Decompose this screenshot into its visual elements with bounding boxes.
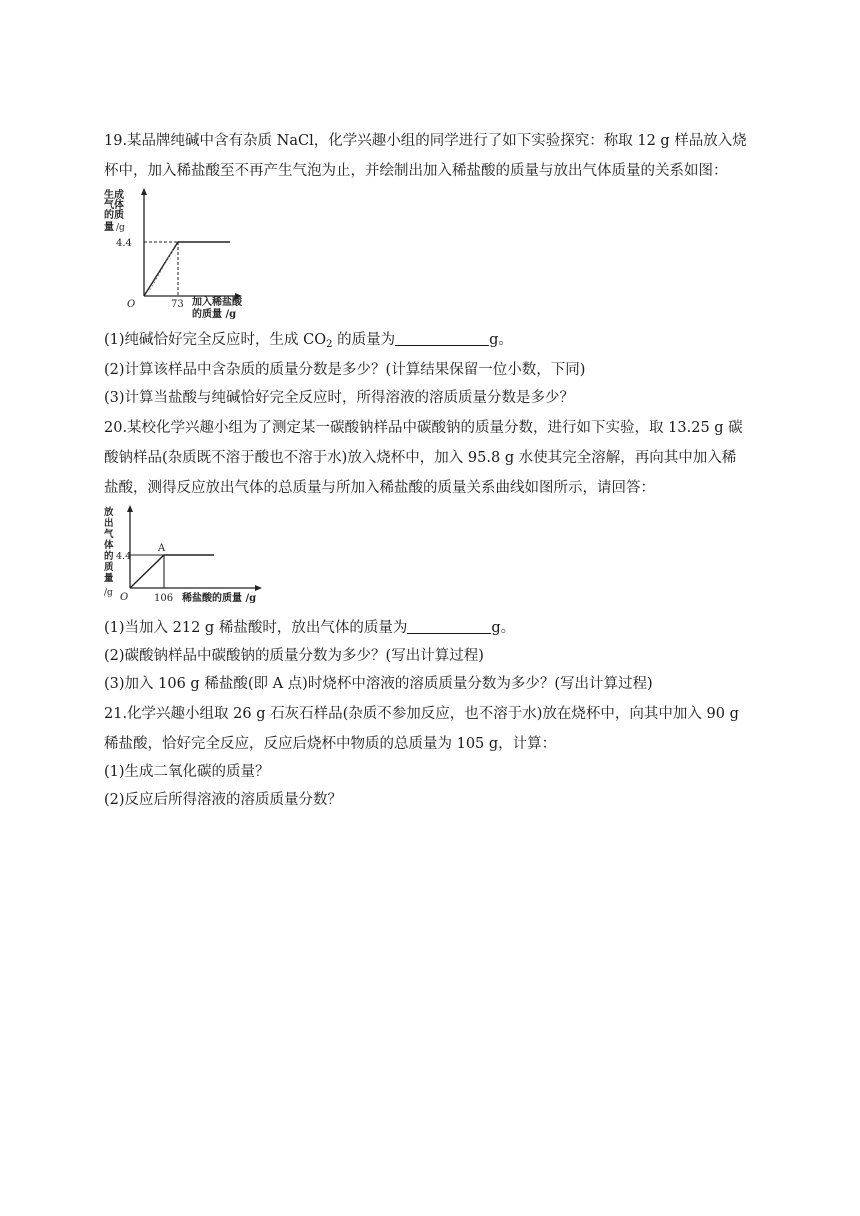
q21-sub-question-2: (2)反应后所得溶液的溶质质量分数？ (104, 792, 343, 808)
q19-sub-question-1 (104, 330, 513, 355)
q20-answer-blank (407, 619, 491, 634)
q21-text-line-1: 21.化学兴趣小组取 26 g 石灰石样品(杂质不参加反应，也不溶于水)放在烧杯中，向其中加入 90 g (104, 706, 739, 722)
q19-origin-label: O (127, 299, 136, 310)
q20-sub-question-3: (3)加入 106 g 稀盐酸(即 A 点)时烧杯中溶液的溶质质量分数为多少？(写出计算过程) (104, 676, 653, 692)
q19-y-axis-arrow (141, 188, 147, 195)
q19-text-line-2: 杯中，加入稀盐酸至不再产生气泡为止，并绘制出加入稀盐酸的质量与放出气体质量的关系如图： (104, 163, 728, 179)
q20-ylabel-char-7: 量 (104, 573, 114, 584)
q20-sub1-prefix: (1)当加入 212 g 稀盐酸时，放出气体的质量为 (104, 620, 408, 636)
q20-sub1-suffix: g。 (491, 620, 516, 636)
q19-ylabel-unit: /g (116, 223, 125, 233)
q19-y-tick: 4.4 (116, 238, 132, 249)
q19-ylabel-line-2: 气体 (104, 200, 124, 211)
q20-curve (130, 555, 214, 588)
q20-ylabel-char-6: 质 (104, 562, 114, 573)
q19-sub1-prefix: (1)纯碱恰好完全反应时，生成 CO (104, 332, 327, 348)
q20-x-tick: 106 (154, 593, 174, 604)
q21-sub-question-1: (1)生成二氧化碳的质量？ (104, 764, 270, 780)
q19-xlabel-line-2: 的质量 /g (192, 309, 237, 320)
q19-sub1-subscript: 2 (326, 339, 333, 350)
q19-graph (102, 186, 242, 320)
q19-ylabel-line-3: 的质 (104, 210, 124, 221)
q19-x-tick: 73 (171, 299, 184, 310)
q20-ylabel-unit: /g (104, 588, 113, 598)
q20-xlabel: 稀盐酸的质量 /g (182, 593, 257, 604)
q19-sub1-middle: 的质量为 (332, 332, 396, 348)
q20-sub-question-2: (2)碳酸钠样品中碳酸钠的质量分数为多少？(写出计算过程) (104, 648, 484, 664)
q19-sub-question-2: (2)计算该样品中含杂质的质量分数是多少？(计算结果保留一位小数，下同) (104, 362, 586, 378)
q20-ylabel-char-5: 的 (104, 551, 114, 562)
q20-x-axis-arrow (255, 585, 262, 591)
q21-text-line-2: 稀盐酸，恰好完全反应，反应后烧杯中物质的总质量为 105 g，计算： (104, 736, 557, 752)
q20-y-tick: 4.4 (116, 551, 132, 562)
q19-xlabel-line-1: 加入稀盐酸 (192, 297, 242, 308)
q20-ylabel-char-1: 放 (104, 507, 114, 518)
q19-answer-blank (395, 331, 489, 346)
q20-ylabel-char-4: 体 (104, 540, 114, 551)
q19-guide-shadow (150, 248, 174, 290)
q20-point-a-label: A (158, 543, 166, 554)
q19-curve (144, 242, 230, 296)
q19-sub1-suffix: g。 (489, 332, 513, 348)
q20-text-line-2: 酸钠样品(杂质既不溶于酸也不溶于水)放入烧杯中，加入 95.8 g 水使其完全溶解，再向其中加入稀 (104, 450, 737, 466)
q19-text-line-1: 19.某品牌纯碱中含有杂质 NaCl，化学兴趣小组的同学进行了如下实验探究：称取 12 g 样品放入烧 (104, 133, 747, 149)
q20-ylabel-char-3: 气 (104, 529, 114, 540)
q19-ylabel-line-4: 量 (104, 222, 114, 233)
q19-sub-question-3: (3)计算当盐酸与纯碱恰好完全反应时，所得溶液的溶质质量分数是多少？ (104, 390, 575, 406)
q20-sub-question-1 (104, 618, 515, 638)
q20-ylabel-char-2: 出 (104, 518, 114, 529)
q20-y-axis-arrow (127, 505, 133, 512)
q20-graph (102, 503, 268, 611)
q19-ylabel-line-1: 生成 (104, 190, 124, 201)
q20-text-line-1: 20.某校化学兴趣小组为了测定某一碳酸钠样品中碳酸钠的质量分数，进行如下实验，取 13.25 g 碳 (104, 420, 743, 436)
q20-text-line-3: 盐酸，测得反应放出气体的总质量与所加入稀盐酸的质量关系曲线如图所示，请回答： (104, 480, 655, 496)
q20-origin-label: O (120, 592, 129, 603)
